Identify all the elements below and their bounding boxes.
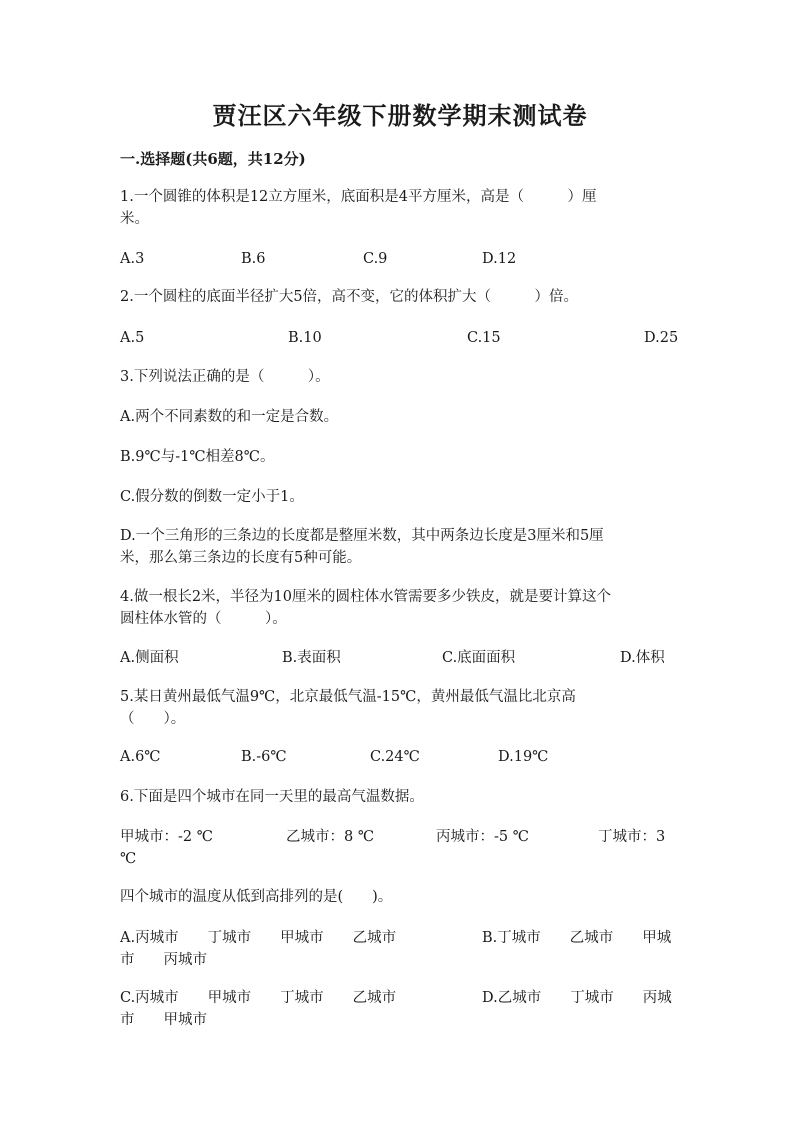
question-2-option-c: C.15 [467,330,501,346]
question-6-stem: 6.下面是四个城市在同一天里的最高气温数据。 [120,789,424,805]
question-6-option-d-line-1: D.乙城市 丁城市 丙城 [482,990,672,1006]
question-4-option-c: C.底面面积 [442,650,516,666]
question-4-option-a: A.侧面积 [120,650,179,666]
question-5-option-c: C.24℃ [370,749,420,765]
question-6-option-c: C.丙城市 甲城市 丁城市 乙城市 [120,990,397,1006]
section-heading: 一.选择题(共6题，共12分) [120,150,306,168]
question-4-option-b: B.表面积 [282,650,341,666]
question-6-question: 四个城市的温度从低到高排列的是( )。 [120,889,393,905]
question-6-option-b-line-2: 市 丙城市 [120,952,207,968]
question-3-option-b: B.9℃与-1℃相差8℃。 [120,449,275,465]
question-3-option-c: C.假分数的倒数一定小于1。 [120,489,304,505]
question-3-option-a: A.两个不同素数的和一定是合数。 [120,409,339,425]
question-3-option-d-line-1: D.一个三角形的三条边的长度都是整厘米数，其中两条边长度是3厘米和5厘 [120,528,604,544]
question-1-stem-line-1: 1.一个圆锥的体积是12立方厘米，底面积是4平方厘米，高是（ ）厘 [120,189,597,205]
question-3-option-d-line-2: 米，那么第三条边的长度有5种可能。 [120,550,362,566]
question-2-stem: 2.一个圆柱的底面半径扩大5倍，高不变，它的体积扩大（ ）倍。 [120,289,579,305]
question-3-stem: 3.下列说法正确的是（ ）。 [120,369,330,385]
city-ding-temperature: 丁城市：3 [598,829,666,845]
question-5-option-a: A.6℃ [120,749,161,765]
question-6-option-b-line-1: B.丁城市 乙城市 甲城 [482,930,672,946]
question-2-option-b: B.10 [288,330,322,346]
question-4-stem-line-1: 4.做一根长2米，半径为10厘米的圆柱体水管需要多少铁皮，就是要计算这个 [120,589,612,605]
question-4-option-d: D.体积 [620,650,665,666]
question-6-option-d-line-2: 市 甲城市 [120,1012,207,1028]
question-1-option-c: C.9 [363,251,388,267]
question-1-option-a: A.3 [120,251,145,267]
question-4-stem-line-2: 圆柱体水管的（ ）。 [120,611,287,627]
question-1-option-d: D.12 [482,251,517,267]
question-2-option-d: D.25 [644,330,679,346]
question-1-option-b: B.6 [241,251,266,267]
city-jia-temperature: 甲城市：-2 ℃ [120,829,213,845]
question-5-option-b: B.-6℃ [241,749,287,765]
page-title: 贾汪区六年级下册数学期末测试卷 [212,101,588,130]
question-6-city-data-tail: ℃ [120,851,137,867]
city-yi-temperature: 乙城市：8 ℃ [286,829,375,845]
question-1-stem-line-2: 米。 [120,211,149,227]
question-5-stem-line-2: （ ）。 [120,711,186,727]
question-5-stem-line-1: 5.某日黄州最低气温9℃，北京最低气温-15℃，黄州最低气温比北京高 [120,689,576,705]
question-6-option-a: A.丙城市 丁城市 甲城市 乙城市 [120,930,397,946]
question-5-option-d: D.19℃ [498,749,549,765]
city-bing-temperature: 丙城市：-5 ℃ [436,829,529,845]
question-2-option-a: A.5 [120,330,145,346]
